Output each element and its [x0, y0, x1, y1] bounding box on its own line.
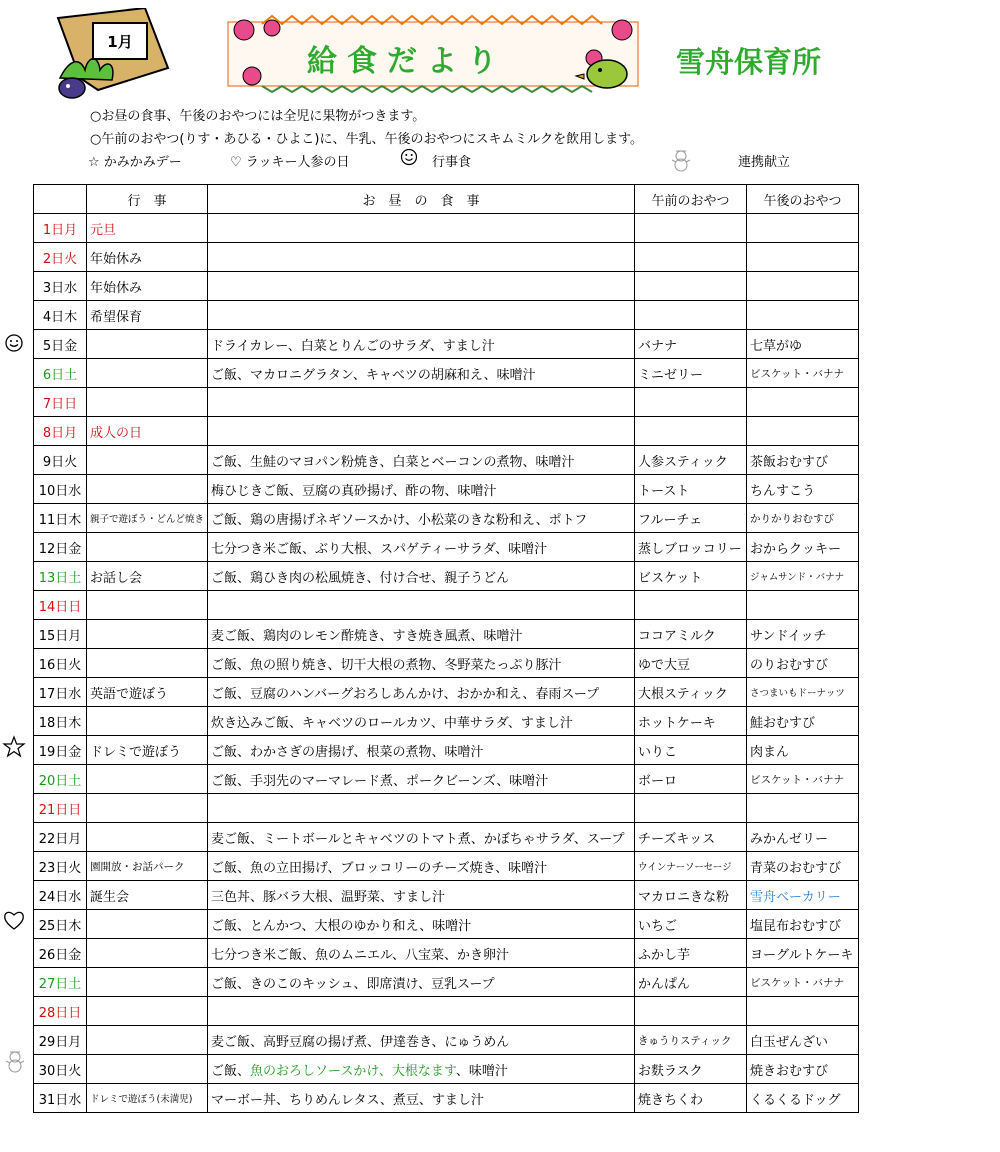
row-pm-snack: おからクッキー	[747, 533, 859, 562]
row-am-snack: トースト	[635, 475, 747, 504]
row-lunch	[208, 997, 635, 1026]
row-lunch: ご飯、豆腐のハンバーグおろしあんかけ、おかか和え、春雨スープ	[208, 678, 635, 707]
row-am-snack: 焼きちくわ	[635, 1084, 747, 1113]
table-row	[34, 214, 859, 243]
row-pm-snack	[747, 794, 859, 823]
table-row	[34, 388, 859, 417]
row-date: 7日日	[34, 388, 87, 417]
row-am-snack: 蒸しブロッコリー	[635, 533, 747, 562]
row-date: 20日土	[34, 765, 87, 794]
row-event	[87, 707, 208, 736]
lunch-part: 、味噌汁	[455, 1063, 508, 1079]
row-lunch: ご飯、きのこのキッシュ、即席漬け、豆乳スープ	[208, 968, 635, 997]
snowman-icon	[668, 148, 694, 172]
row-date: 9日火	[34, 446, 87, 475]
row-lunch: ご飯、鶏ひき肉の松風焼き、付け合せ、親子うどん	[208, 562, 635, 591]
row-pm-snack: 鮭おむすび	[747, 707, 859, 736]
table-row	[34, 330, 859, 359]
row-am-snack	[635, 591, 747, 620]
row-am-snack	[635, 243, 747, 272]
row-am-snack: 大根スティック	[635, 678, 747, 707]
row-lunch	[208, 1055, 635, 1084]
row-lunch: 麦ご飯、高野豆腐の揚げ煮、伊達巻き、にゅうめん	[208, 1026, 635, 1055]
row-pm-snack: 青菜のおむすび	[747, 852, 859, 881]
smiley-icon	[400, 148, 418, 166]
row-am-snack	[635, 997, 747, 1026]
row-event: 成人の日	[87, 417, 208, 446]
row-am-snack: ミニゼリー	[635, 359, 747, 388]
row-event: 英語で遊ぼう	[87, 678, 208, 707]
table-row	[34, 475, 859, 504]
row-event	[87, 446, 208, 475]
row-lunch: ご飯、とんかつ、大根のゆかり和え、味噌汁	[208, 910, 635, 939]
row-lunch: ご飯、マカロニグラタン、キャベツの胡麻和え、味噌汁	[208, 359, 635, 388]
table-row	[34, 852, 859, 881]
row-pm-snack: ジャムサンド・バナナ	[747, 562, 859, 591]
row-lunch	[208, 243, 635, 272]
row-lunch: ドライカレー、白菜とりんごのサラダ、すまし汁	[208, 330, 635, 359]
row-lunch: ご飯、生鮭のマヨパン粉焼き、白菜とベーコンの煮物、味噌汁	[208, 446, 635, 475]
row-lunch: マーボー丼、ちりめんレタス、煮豆、すまし汁	[208, 1084, 635, 1113]
row-pm-snack: みかんゼリー	[747, 823, 859, 852]
row-am-snack	[635, 301, 747, 330]
row-pm-snack	[747, 388, 859, 417]
row-am-snack: バナナ	[635, 330, 747, 359]
row-lunch: ご飯、魚の立田揚げ、ブロッコリーのチーズ焼き、味噌汁	[208, 852, 635, 881]
row-am-snack: いちご	[635, 910, 747, 939]
row-date: 17日水	[34, 678, 87, 707]
legend-lucky: ♡ ラッキー人参の日	[230, 155, 350, 170]
row-lunch: 七分つき米ご飯、ぶり大根、スパゲティーサラダ、味噌汁	[208, 533, 635, 562]
row-event	[87, 765, 208, 794]
row-event	[87, 939, 208, 968]
row-event: ドレミで遊ぼう(未満児)	[87, 1084, 208, 1113]
table-row	[34, 997, 859, 1026]
table-row	[34, 794, 859, 823]
row-event	[87, 649, 208, 678]
row-am-snack: ウインナーソーセージ	[635, 852, 747, 881]
legend-kamikami: ☆ かみかみデー	[88, 155, 182, 170]
month-label: 1月	[92, 22, 148, 60]
row-event	[87, 620, 208, 649]
table-row	[34, 591, 859, 620]
row-event: ドレミで遊ぼう	[87, 736, 208, 765]
row-date: 13日土	[34, 562, 87, 591]
row-am-snack	[635, 388, 747, 417]
row-lunch: 七分つき米ご飯、魚のムニエル、八宝菜、かき卵汁	[208, 939, 635, 968]
table-row	[34, 417, 859, 446]
row-lunch: 炊き込みご飯、キャベツのロールカツ、中華サラダ、すまし汁	[208, 707, 635, 736]
row-am-snack: フルーチェ	[635, 504, 747, 533]
table-row	[34, 765, 859, 794]
smiley-icon	[2, 331, 26, 355]
table-row	[34, 1055, 859, 1084]
legend	[88, 148, 808, 172]
row-lunch: ご飯、手羽先のマーマレード煮、ポークビーンズ、味噌汁	[208, 765, 635, 794]
note-milk: ○午前のおやつ(りす・あひる・ひよこ)に、牛乳、午後のおやつにスキムミルクを飲用します。	[90, 132, 644, 147]
row-am-snack	[635, 794, 747, 823]
snowman-icon	[2, 1048, 28, 1074]
row-am-snack: チーズキッス	[635, 823, 747, 852]
row-date: 21日日	[34, 794, 87, 823]
row-lunch: 三色丼、豚バラ大根、温野菜、すまし汁	[208, 881, 635, 910]
table-row	[34, 243, 859, 272]
table-row	[34, 939, 859, 968]
row-pm-snack: 雪舟ベーカリー	[747, 881, 859, 910]
row-lunch: 麦ご飯、ミートボールとキャベツのトマト煮、かぼちゃサラダ、スープ	[208, 823, 635, 852]
row-pm-snack	[747, 272, 859, 301]
row-event: 元旦	[87, 214, 208, 243]
row-event: お話し会	[87, 562, 208, 591]
row-date: 19日金	[34, 736, 87, 765]
row-date: 12日金	[34, 533, 87, 562]
header-am-snack: 午前のおやつ	[635, 185, 747, 214]
row-date: 10日水	[34, 475, 87, 504]
row-event	[87, 823, 208, 852]
row-event	[87, 330, 208, 359]
note-fruit: ○お昼の食事、午後のおやつには全児に果物がつきます。	[90, 109, 426, 124]
header-lunch: お 昼 の 食 事	[208, 185, 635, 214]
row-lunch	[208, 301, 635, 330]
row-lunch	[208, 794, 635, 823]
table-row	[34, 1026, 859, 1055]
row-date: 5日金	[34, 330, 87, 359]
row-am-snack: いりこ	[635, 736, 747, 765]
row-lunch	[208, 591, 635, 620]
row-event	[87, 1055, 208, 1084]
row-date: 3日水	[34, 272, 87, 301]
row-pm-snack: 肉まん	[747, 736, 859, 765]
row-date: 28日日	[34, 997, 87, 1026]
row-date: 2日火	[34, 243, 87, 272]
row-pm-snack: ちんすこう	[747, 475, 859, 504]
row-event	[87, 910, 208, 939]
row-event	[87, 533, 208, 562]
row-event: 年始休み	[87, 243, 208, 272]
row-pm-snack: サンドイッチ	[747, 620, 859, 649]
menu-table	[33, 184, 859, 1113]
row-pm-snack: さつまいもドーナッツ	[747, 678, 859, 707]
row-event	[87, 1026, 208, 1055]
row-lunch: 麦ご飯、鶏肉のレモン酢焼き、すき焼き風煮、味噌汁	[208, 620, 635, 649]
lunch-part-highlight: 魚のおろしソースかけ、大根なます	[250, 1063, 456, 1079]
star-icon	[2, 735, 26, 759]
row-date: 26日金	[34, 939, 87, 968]
row-am-snack	[635, 417, 747, 446]
row-pm-snack	[747, 214, 859, 243]
row-lunch: ご飯、鶏の唐揚げネギソースかけ、小松菜のきな粉和え、ポトフ	[208, 504, 635, 533]
row-pm-snack: 七草がゆ	[747, 330, 859, 359]
row-date: 8日月	[34, 417, 87, 446]
table-row	[34, 823, 859, 852]
row-pm-snack: ヨーグルトケーキ	[747, 939, 859, 968]
lunch-part: ご飯、	[211, 1063, 251, 1079]
row-am-snack	[635, 272, 747, 301]
row-am-snack: ゆで大豆	[635, 649, 747, 678]
row-lunch	[208, 417, 635, 446]
nursery-name: 雪舟保育所	[676, 45, 822, 79]
page-title: 給食だより	[307, 44, 507, 79]
row-lunch: ご飯、魚の照り焼き、切干大根の煮物、冬野菜たっぷり豚汁	[208, 649, 635, 678]
header-event: 行 事	[87, 185, 208, 214]
row-date: 30日火	[34, 1055, 87, 1084]
row-event	[87, 794, 208, 823]
row-date: 24日水	[34, 881, 87, 910]
row-pm-snack	[747, 997, 859, 1026]
row-event	[87, 591, 208, 620]
table-row	[34, 562, 859, 591]
row-date: 31日水	[34, 1084, 87, 1113]
row-event: 親子で遊ぼう・どんど焼き	[87, 504, 208, 533]
row-date: 18日木	[34, 707, 87, 736]
table-row	[34, 649, 859, 678]
row-pm-snack	[747, 301, 859, 330]
table-row	[34, 881, 859, 910]
row-event	[87, 475, 208, 504]
row-am-snack: ココアミルク	[635, 620, 747, 649]
legend-gyoji: 行事食	[432, 155, 472, 170]
row-am-snack: ビスケット	[635, 562, 747, 591]
row-pm-snack: 茶飯おむすび	[747, 446, 859, 475]
row-event	[87, 359, 208, 388]
row-pm-snack: 白玉ぜんざい	[747, 1026, 859, 1055]
row-pm-snack: のりおむすび	[747, 649, 859, 678]
row-pm-snack	[747, 417, 859, 446]
row-date: 27日土	[34, 968, 87, 997]
table-row	[34, 968, 859, 997]
table-row	[34, 736, 859, 765]
row-event: 誕生会	[87, 881, 208, 910]
row-am-snack: 人参スティック	[635, 446, 747, 475]
row-lunch: ご飯、わかさぎの唐揚げ、根菜の煮物、味噌汁	[208, 736, 635, 765]
row-am-snack: かんぱん	[635, 968, 747, 997]
row-am-snack: ふかし芋	[635, 939, 747, 968]
row-pm-snack: くるくるドッグ	[747, 1084, 859, 1113]
row-pm-snack: 焼きおむすび	[747, 1055, 859, 1084]
table-row	[34, 678, 859, 707]
row-event	[87, 997, 208, 1026]
table-row	[34, 533, 859, 562]
row-date: 15日月	[34, 620, 87, 649]
table-row	[34, 359, 859, 388]
table-row	[34, 1084, 859, 1113]
table-row	[34, 301, 859, 330]
table-row	[34, 707, 859, 736]
row-event	[87, 388, 208, 417]
row-date: 16日火	[34, 649, 87, 678]
row-am-snack: ホットケーキ	[635, 707, 747, 736]
row-event	[87, 968, 208, 997]
row-date: 4日木	[34, 301, 87, 330]
header-date	[34, 185, 87, 214]
row-am-snack	[635, 214, 747, 243]
row-pm-snack: ビスケット・バナナ	[747, 359, 859, 388]
row-date: 6日土	[34, 359, 87, 388]
row-am-snack: マカロニきな粉	[635, 881, 747, 910]
table-row	[34, 272, 859, 301]
row-lunch	[208, 272, 635, 301]
row-am-snack: ボーロ	[635, 765, 747, 794]
row-lunch: 梅ひじきご飯、豆腐の真砂揚げ、酢の物、味噌汁	[208, 475, 635, 504]
row-pm-snack: ビスケット・バナナ	[747, 765, 859, 794]
row-pm-snack: かりかりおむすび	[747, 504, 859, 533]
row-event: 年始休み	[87, 272, 208, 301]
row-pm-snack	[747, 243, 859, 272]
row-date: 23日火	[34, 852, 87, 881]
row-date: 22日月	[34, 823, 87, 852]
table-header-row	[34, 185, 859, 214]
row-date: 25日木	[34, 910, 87, 939]
row-pm-snack: ビスケット・バナナ	[747, 968, 859, 997]
table-row	[34, 504, 859, 533]
row-date: 29日月	[34, 1026, 87, 1055]
header-pm-snack: 午後のおやつ	[747, 185, 859, 214]
row-pm-snack	[747, 591, 859, 620]
table-row	[34, 620, 859, 649]
row-lunch	[208, 214, 635, 243]
row-pm-snack: 塩昆布おむすび	[747, 910, 859, 939]
row-date: 14日日	[34, 591, 87, 620]
table-row	[34, 910, 859, 939]
legend-renkei: 連携献立	[738, 155, 791, 170]
row-date: 11日木	[34, 504, 87, 533]
heart-icon	[2, 908, 26, 932]
row-lunch	[208, 388, 635, 417]
table-row	[34, 446, 859, 475]
row-am-snack: きゅうりスティック	[635, 1026, 747, 1055]
row-event: 希望保育	[87, 301, 208, 330]
row-am-snack: お麩ラスク	[635, 1055, 747, 1084]
row-date: 1日月	[34, 214, 87, 243]
row-event: 園開放・お話パーク	[87, 852, 208, 881]
